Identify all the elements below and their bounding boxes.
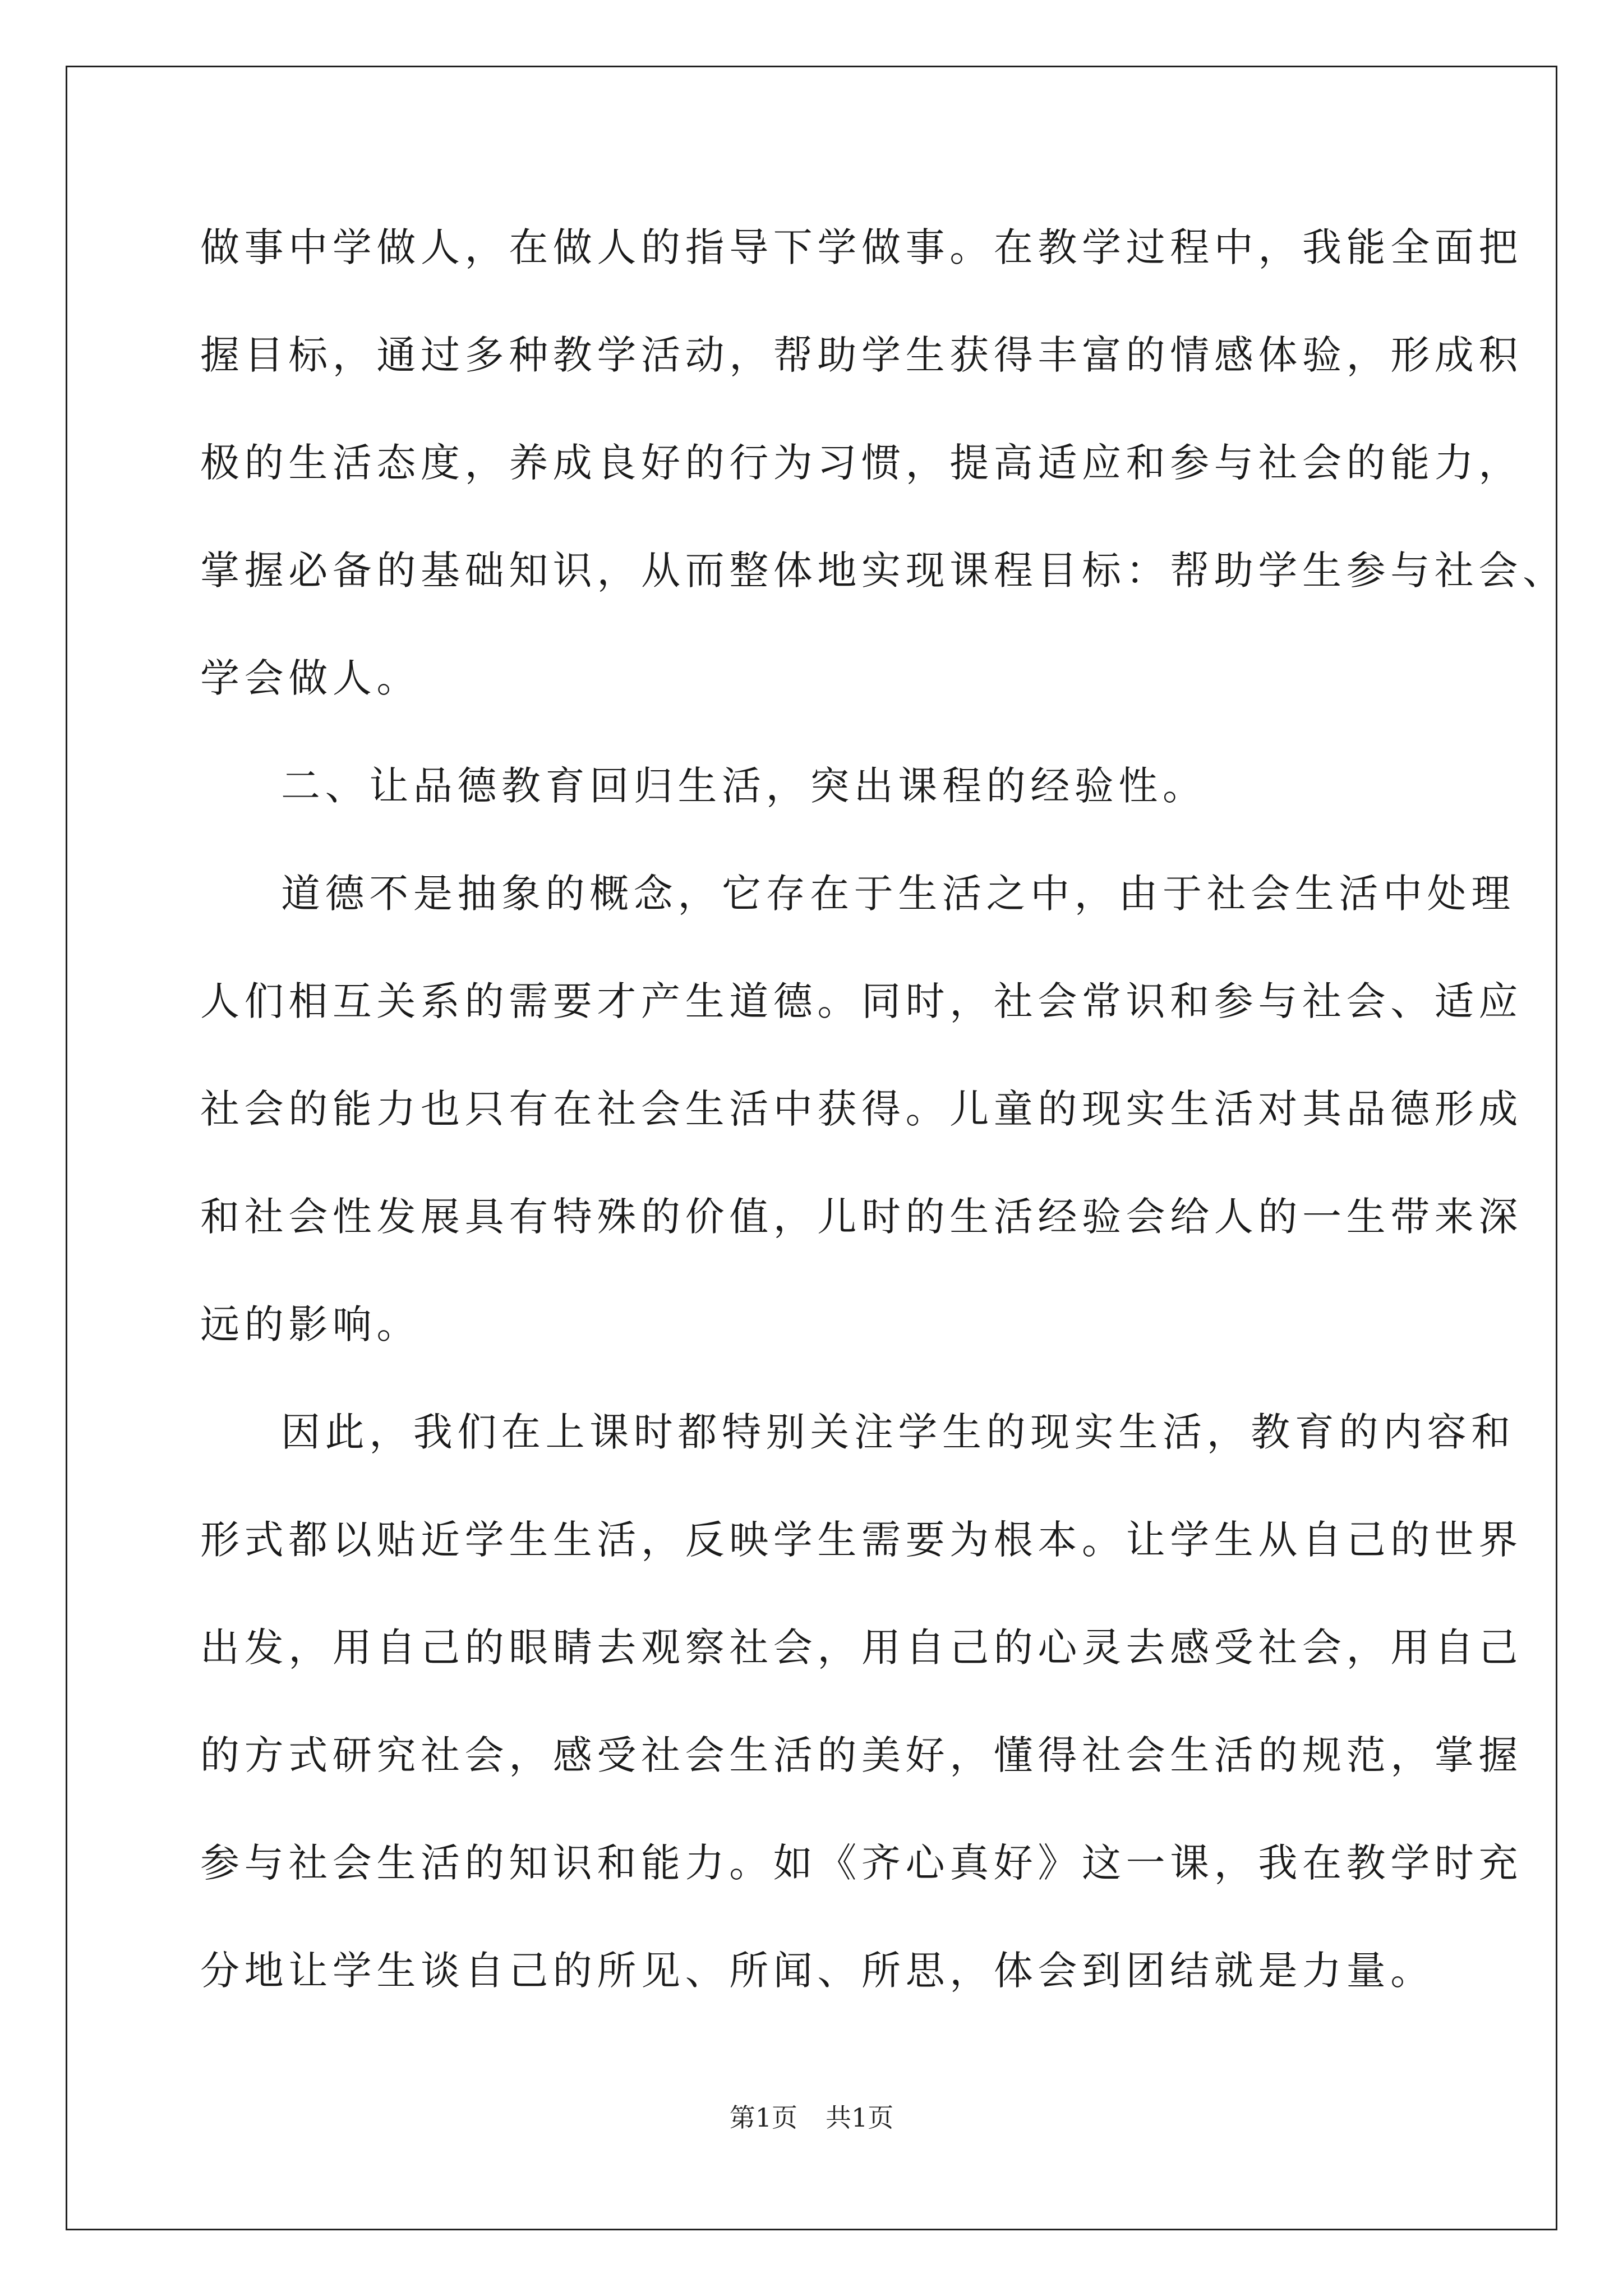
text-line: 做事中学做人，在做人的指导下学做事。在教学过程中，我能全面把: [200, 224, 1523, 270]
text-line: 形式都以贴近学生生活，反映学生需要为根本。让学生从自己的世界: [200, 1517, 1523, 1563]
text-line: 参与社会生活的知识和能力。如《齐心真好》这一课，我在教学时充: [200, 1840, 1523, 1886]
text-line: 社会的能力也只有在社会生活中获得。儿童的现实生活对其品德形成: [200, 1086, 1523, 1132]
paragraph-start: 因此，我们在上课时都特别关注学生的现实生活，教育的内容和: [281, 1409, 1515, 1455]
page-total: 共1页: [826, 2102, 894, 2133]
text-line: 学会做人。: [200, 655, 421, 701]
text-line: 握目标，通过多种教学活动，帮助学生获得丰富的情感体验，形成积: [200, 332, 1523, 378]
paragraph-start: 道德不是抽象的概念，它存在于生活之中，由于社会生活中处理: [281, 871, 1515, 917]
text-line: 和社会性发展具有特殊的价值，儿时的生活经验会给人的一生带来深: [200, 1194, 1523, 1240]
text-line: 的方式研究社会，感受社会生活的美好，懂得社会生活的规范，掌握: [200, 1732, 1523, 1778]
document-body: [200, 216, 1567, 2047]
page-number: 第1页: [729, 2102, 797, 2133]
text-line: 远的影响。: [200, 1301, 421, 1347]
text-line: 分地让学生谈自己的所见、所闻、所思，体会到团结就是力量。: [200, 1948, 1435, 1994]
text-line: 极的生活态度，养成良好的行为习惯，提高适应和参与社会的能力，: [200, 440, 1523, 486]
section-heading: 二、让品德教育回归生活，突出课程的经验性。: [281, 763, 1207, 809]
page-footer: [0, 2101, 1623, 2134]
text-line: 掌握必备的基础知识，从而整体地实现课程目标：帮助学生参与社会、: [200, 547, 1567, 593]
text-line: 出发，用自己的眼睛去观察社会，用自己的心灵去感受社会，用自己: [200, 1625, 1523, 1671]
text-line: 人们相互关系的需要才产生道德。同时，社会常识和参与社会、适应: [200, 978, 1523, 1024]
